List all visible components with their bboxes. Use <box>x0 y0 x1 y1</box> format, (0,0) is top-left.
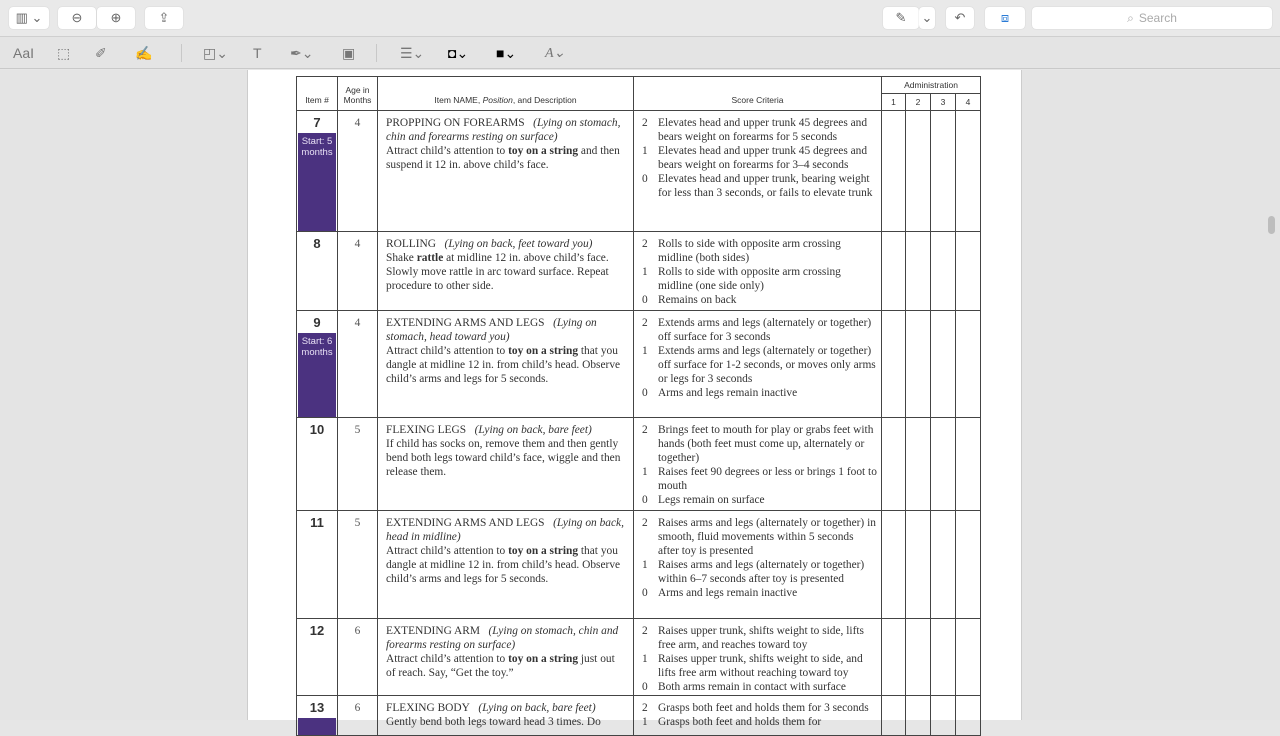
item-number: 13 <box>309 700 325 715</box>
item-number-cell <box>297 619 338 696</box>
criterion <box>642 680 877 694</box>
criterion-score: 2 <box>642 517 648 529</box>
description-text: toy on a string <box>508 653 579 665</box>
criterion-score: 0 <box>642 494 648 506</box>
table-row <box>297 111 981 232</box>
criterion-score: 0 <box>642 681 648 693</box>
age-months: 6 <box>338 696 378 736</box>
criterion <box>642 701 877 715</box>
score-criteria <box>634 232 882 311</box>
age-months: 5 <box>338 418 378 511</box>
criterion-text: Remains on back <box>658 294 737 306</box>
criterion-text: Rolls to side with opposite arm crossing midline (one side only) <box>658 266 841 292</box>
item-number-cell <box>297 418 338 511</box>
criterion <box>642 423 877 465</box>
description-text: at midline 12 in. above child’s face. Slowly move rattle in arc toward surface. Repeat procedure to other side. <box>386 252 609 292</box>
signature-icon[interactable]: ✒⌄ <box>290 44 314 61</box>
selection-icon[interactable]: ⬚ <box>57 44 71 61</box>
item-position: (Lying on stomach, head toward you) <box>386 317 597 343</box>
fill-color-icon[interactable]: ■⌄ <box>496 44 517 61</box>
administration-cell-4[interactable] <box>956 311 981 418</box>
description-text: Attract child’s attention to <box>386 545 509 557</box>
item-description <box>378 418 634 511</box>
criterion-score: 1 <box>642 466 648 478</box>
item-name: ROLLING <box>386 238 436 250</box>
administration-cell-4[interactable] <box>956 232 981 311</box>
criterion <box>642 237 877 265</box>
description-text: Shake <box>386 252 417 264</box>
criterion-text: Raises arms and legs (alternately or together) in smooth, fluid movements within 5 seconds after toy is presented <box>658 517 876 557</box>
criterion <box>642 144 877 172</box>
search-input[interactable]: ⌕ Search <box>1032 7 1272 29</box>
criterion-text: Extends arms and legs (alternately or together) off surface for 3 seconds <box>658 317 872 343</box>
pen-icon: ✎ <box>895 10 907 25</box>
criterion-score: 1 <box>642 345 648 357</box>
item-name: FLEXING LEGS <box>386 424 467 436</box>
criterion-score: 0 <box>642 294 648 306</box>
zoom-in-icon: ⊕ <box>110 10 122 25</box>
item-description <box>378 696 634 736</box>
criterion <box>642 652 877 680</box>
criterion-text: Raises upper trunk, shifts weight to side, lifts free arm, and reaches toward toy <box>658 625 864 651</box>
score-criteria <box>634 418 882 511</box>
administration-cell-2[interactable] <box>906 311 931 418</box>
administration-cell-1[interactable] <box>882 232 906 311</box>
header-admin-1: 1 <box>882 94 906 111</box>
table-row <box>297 696 981 736</box>
age-months: 4 <box>338 111 378 232</box>
age-months: 4 <box>338 232 378 311</box>
criterion <box>642 265 877 293</box>
text-icon[interactable]: T <box>253 45 262 61</box>
border-color-icon[interactable]: ◘⌄ <box>448 44 469 61</box>
administration-cell-4[interactable] <box>956 696 981 736</box>
criterion-score: 2 <box>642 424 648 436</box>
shapes-icon[interactable]: ◰⌄ <box>203 44 228 61</box>
item-description <box>378 311 634 418</box>
table-row <box>297 311 981 418</box>
start-age-badge: Start: 6 months <box>298 333 336 417</box>
criterion <box>642 715 877 729</box>
start-age-badge: Start: 5 months <box>298 133 336 231</box>
item-position: (Lying on back, head in midline) <box>386 517 624 543</box>
criterion-text: Elevates head and upper trunk 45 degrees and bears weight on forearms for 5 seconds <box>658 117 868 143</box>
criterion <box>642 293 877 307</box>
administration-cell-1[interactable] <box>882 111 906 232</box>
item-position: (Lying on stomach, chin and forearms resting on surface) <box>386 117 621 143</box>
share-icon: ⇪ <box>158 10 170 25</box>
administration-cell-2[interactable] <box>906 111 931 232</box>
item-number-cell <box>297 232 338 311</box>
administration-cell-4[interactable] <box>956 418 981 511</box>
score-criteria <box>634 111 882 232</box>
criterion <box>642 493 877 507</box>
criterion-text: Extends arms and legs (alternately or together) off surface for 1-2 seconds, or moves only arms or legs for 3 seconds <box>658 345 876 385</box>
text-style-icon[interactable]: AaI <box>13 45 35 61</box>
font-icon[interactable]: A⌄ <box>545 45 566 61</box>
age-months: 5 <box>338 511 378 619</box>
header-item: Item # <box>297 77 338 111</box>
description-text: rattle <box>416 252 444 264</box>
item-number-cell <box>297 696 338 736</box>
criterion-score: 0 <box>642 587 648 599</box>
criterion-text: Arms and legs remain inactive <box>658 387 798 399</box>
description-text: Attract child’s attention to <box>386 345 509 357</box>
age-months: 4 <box>338 311 378 418</box>
administration-cell-4[interactable] <box>956 111 981 232</box>
description-text: and then suspend it 12 in. above child’s face. <box>386 145 620 171</box>
item-description <box>378 111 634 232</box>
criterion-text: Legs remain on surface <box>658 494 765 506</box>
zoom-out-icon: ⊖ <box>71 10 83 25</box>
top-toolbar <box>0 0 1280 37</box>
criterion-text: Raises feet 90 degrees or less or brings 1 foot to mouth <box>658 466 877 492</box>
header-admin-3: 3 <box>931 94 956 111</box>
sketch-icon[interactable]: ✐ <box>95 44 107 61</box>
description-text: that you dangle at midline 12 in. from child’s head. Observe child’s arms and legs for 5 seconds. <box>386 345 621 385</box>
vertical-scrollbar[interactable] <box>1268 216 1275 234</box>
criterion-score: 0 <box>642 387 648 399</box>
administration-cell-4[interactable] <box>956 619 981 696</box>
item-name: EXTENDING ARM <box>386 625 480 637</box>
header-score-criteria: Score Criteria <box>634 77 882 111</box>
administration-cell-3[interactable] <box>931 232 956 311</box>
item-position: (Lying on back, bare feet) <box>474 424 592 436</box>
table-row <box>297 619 981 696</box>
sidebar-toggle-button[interactable]: ▥ ⌄ <box>9 7 49 29</box>
criterion <box>642 465 877 493</box>
header-administration: Administration <box>882 77 981 94</box>
score-criteria <box>634 511 882 619</box>
table-row <box>297 511 981 619</box>
criterion-score: 2 <box>642 238 648 250</box>
item-position: (Lying on back, bare feet) <box>478 702 596 714</box>
score-criteria <box>634 311 882 418</box>
start-age-badge <box>298 718 336 735</box>
item-number: 9 <box>313 315 321 330</box>
assessment-table <box>296 76 981 736</box>
administration-cell-2[interactable] <box>906 511 931 619</box>
rotate-button[interactable] <box>946 7 974 29</box>
criterion-text: Grasps both feet and holds them for 3 seconds <box>658 702 869 714</box>
criterion <box>642 516 877 558</box>
administration-cell-3[interactable] <box>931 511 956 619</box>
administration-cell-3[interactable] <box>931 696 956 736</box>
table-row <box>297 232 981 311</box>
score-criteria <box>634 696 882 736</box>
item-number-cell <box>297 511 338 619</box>
toolbox-icon: ⧈ <box>1000 10 1010 25</box>
criterion-score: 0 <box>642 173 648 185</box>
item-name: EXTENDING ARMS AND LEGS <box>386 517 545 529</box>
description-text: Attract child’s attention to <box>386 653 509 665</box>
description-text: that you dangle at midline 12 in. from child’s head. Observe child’s arms and legs for 5 seconds. <box>386 545 621 585</box>
item-position: (Lying on back, feet toward you) <box>444 238 593 250</box>
item-number-cell <box>297 111 338 232</box>
criterion-score: 1 <box>642 145 648 157</box>
criterion-score: 1 <box>642 266 648 278</box>
administration-cell-1[interactable] <box>882 619 906 696</box>
description-text: If child has socks on, remove them and then gently bend both legs toward child’s face, wiggle and then release them. <box>386 438 621 478</box>
toolbox-button[interactable] <box>985 7 1025 29</box>
description-text: toy on a string <box>508 145 579 157</box>
description-text: toy on a string <box>508 345 579 357</box>
administration-cell-1[interactable] <box>882 418 906 511</box>
criterion-text: Elevates head and upper trunk, bearing weight for less than 3 seconds, or fails to elevate trunk <box>658 173 873 199</box>
criterion-text: Rolls to side with opposite arm crossing midline (both sides) <box>658 238 841 264</box>
header-admin-2: 2 <box>906 94 931 111</box>
criterion-score: 1 <box>642 559 648 571</box>
administration-cell-3[interactable] <box>931 418 956 511</box>
draw-icon[interactable]: ✍ <box>135 44 153 61</box>
administration-cell-2[interactable] <box>906 232 931 311</box>
item-number-cell <box>297 311 338 418</box>
criterion-text: Elevates head and upper trunk 45 degrees and bears weight on forearms for 3–4 seconds <box>658 145 868 171</box>
markup-pen-button[interactable] <box>883 7 919 29</box>
item-position: (Lying on stomach, chin and forearms resting on surface) <box>386 625 619 651</box>
criterion-text: Both arms remain in contact with surface <box>658 681 846 693</box>
criterion <box>642 344 877 386</box>
description-text: just out of reach. Say, “Get the toy.” <box>386 653 615 679</box>
rotate-icon: ↶ <box>954 10 966 25</box>
header-description: Item NAME, Position, and Description <box>378 77 634 111</box>
administration-cell-2[interactable] <box>906 696 931 736</box>
criterion-text: Raises upper trunk, shifts weight to side, and lifts free arm without reaching toward toy <box>658 653 863 679</box>
markup-toolbar <box>0 37 1280 69</box>
criterion <box>642 116 877 144</box>
criterion-score: 2 <box>642 317 648 329</box>
criterion-score: 2 <box>642 117 648 129</box>
item-name: EXTENDING ARMS AND LEGS <box>386 317 545 329</box>
criterion <box>642 558 877 586</box>
criterion-score: 1 <box>642 716 648 728</box>
zoom-out-button[interactable] <box>58 7 96 29</box>
criterion-score: 2 <box>642 702 648 714</box>
item-description <box>378 511 634 619</box>
criterion-score: 1 <box>642 653 648 665</box>
zoom-in-button[interactable] <box>97 7 135 29</box>
share-button[interactable] <box>145 7 183 29</box>
header-age: Age in Months <box>338 77 378 111</box>
table-row <box>297 418 981 511</box>
note-icon[interactable]: ▣ <box>342 44 356 61</box>
criterion <box>642 172 877 200</box>
criterion <box>642 624 877 652</box>
criterion-text: Brings feet to mouth for play or grabs feet with hands (both feet must come up, alternately or together) <box>658 424 874 464</box>
item-number: 7 <box>313 115 321 130</box>
criterion-text: Grasps both feet and holds them for <box>658 716 822 728</box>
line-style-icon[interactable]: ☰⌄ <box>400 44 425 61</box>
criterion-score: 2 <box>642 625 648 637</box>
item-name: FLEXING BODY <box>386 702 470 714</box>
header-admin-4: 4 <box>956 94 981 111</box>
criterion-text: Raises arms and legs (alternately or together) within 6–7 seconds after toy is presented <box>658 559 865 585</box>
criterion <box>642 386 877 400</box>
description-text: Attract child’s attention to <box>386 145 509 157</box>
administration-cell-3[interactable] <box>931 111 956 232</box>
item-description <box>378 232 634 311</box>
item-number: 12 <box>309 623 325 638</box>
criterion <box>642 316 877 344</box>
age-months: 6 <box>338 619 378 696</box>
description-text: Gently bend both legs toward head 3 times. Do <box>386 716 601 728</box>
criterion-text: Arms and legs remain inactive <box>658 587 798 599</box>
administration-cell-1[interactable] <box>882 511 906 619</box>
item-number: 11 <box>310 515 324 530</box>
administration-cell-1[interactable] <box>882 311 906 418</box>
search-icon: ⌕ <box>1127 10 1134 25</box>
administration-cell-3[interactable] <box>931 311 956 418</box>
administration-cell-2[interactable] <box>906 619 931 696</box>
item-name: PROPPING ON FOREARMS <box>386 117 525 129</box>
administration-cell-1[interactable] <box>882 696 906 736</box>
item-description <box>378 619 634 696</box>
administration-cell-4[interactable] <box>956 511 981 619</box>
criterion <box>642 586 877 600</box>
item-number: 10 <box>309 422 325 437</box>
administration-cell-3[interactable] <box>931 619 956 696</box>
score-criteria <box>634 619 882 696</box>
description-text: toy on a string <box>508 545 579 557</box>
administration-cell-2[interactable] <box>906 418 931 511</box>
item-number: 8 <box>313 236 321 251</box>
markup-dropdown-button[interactable]: ⌄ <box>919 7 935 29</box>
